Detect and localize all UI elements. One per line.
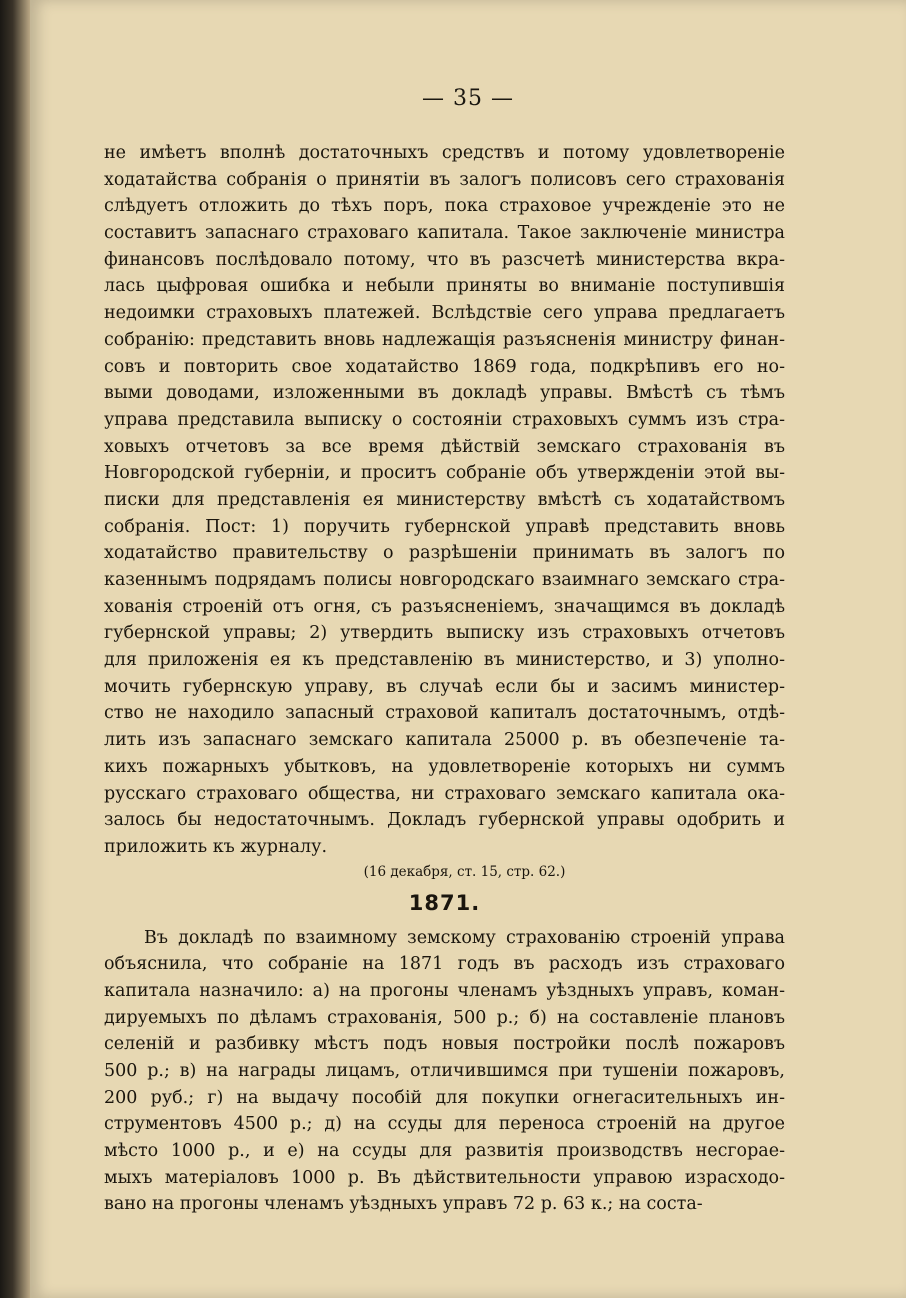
text-line: ховыхъ отчетовъ за все время дѣйствiй земскаго страхованiя въ: [104, 436, 785, 457]
text-line: Новгородской губернiи, и проситъ собранiе объ утвержденiи этой вы-: [104, 463, 785, 484]
citation: (16 декабря, ст. 15, стр. 62.): [363, 863, 566, 880]
year-heading: 1871.: [408, 890, 481, 915]
book-spine: [0, 0, 32, 1298]
text-line: для приложенiя ея къ представленiю въ министерство, и 3) уполно-: [104, 650, 785, 671]
text-line: вано на прогоны членамъ уѣздныхъ управъ 72 р. 63 к.; на соста-: [104, 1194, 703, 1215]
text-line: струментовъ 4500 р.; д) на ссуды для переноса строенiй на другое: [104, 1114, 785, 1135]
text-line: приложить къ журналу.: [104, 836, 328, 857]
text-line: мыхъ матерiаловъ 1000 р. Въ дѣйствительности управою израсходо-: [104, 1167, 785, 1188]
text-line: лить изъ запаснаго земскаго капитала 25000 р. въ обезпеченiе та-: [104, 730, 785, 751]
text-line: недоимки страховыхъ платежей. Вслѣдствiе сего управа предлагаетъ: [104, 303, 785, 324]
text-line: ство не находило запасный страховой капиталъ достаточнымъ, отдѣ-: [104, 703, 785, 724]
text-line: писки для представленiя ея министерству вмѣстѣ съ ходатайствомъ: [104, 489, 785, 510]
text-line: мѣсто 1000 р., и е) на ссуды для развитiя производствъ несгорае-: [104, 1141, 785, 1162]
text-line: выми доводами, изложенными въ докладѣ управы. Вмѣстѣ съ тѣмъ: [104, 383, 785, 404]
text-line: лась цыфровая ошибка и небыли приняты во вниманiе поступившiя: [104, 276, 785, 297]
text-line: хованiя строенiй отъ огня, съ разъясненiемъ, значащимся въ докладѣ: [104, 596, 785, 617]
text-line: казеннымъ подрядамъ полисы новгородскаго взаимнаго земскаго стра-: [104, 570, 785, 590]
text-line: объяснила, что собранiе на 1871 годъ въ расходъ изъ страховаго: [104, 954, 785, 975]
text-line: управа представила выписку о состоянiи страховыхъ суммъ изъ стра-: [104, 409, 785, 430]
text-line: 200 руб.; г) на выдачу пособiй для покупки огнегасительныхъ ин-: [104, 1087, 785, 1108]
text-line: ходатайства собранiя о принятiи въ залогъ полисовъ сего страхованiя: [104, 169, 785, 190]
paragraph-2: [104, 925, 785, 1219]
text-line: не имѣетъ вполнѣ достаточныхъ средствъ и потому удовлетворенiе: [104, 143, 785, 163]
page-body: [104, 140, 785, 1218]
text-line: губернской управы; 2) утвердить выписку изъ страховыхъ отчетовъ: [104, 623, 785, 644]
text-line: слѣдуетъ отложить до тѣхъ поръ, пока страховое учрежденiе это не: [104, 196, 785, 217]
text-line: дируемыхъ по дѣламъ страхованiя, 500 р.; б) на составленiе плановъ: [104, 1007, 785, 1028]
text-line: составитъ запаснаго страховаго капитала. Такое заключенiе министра: [104, 223, 785, 244]
text-line: собранiю: представить вновь надлежащiя разъясненiя министру финан-: [104, 329, 785, 350]
text-line: совъ и повторить свое ходатайство 1869 года, подкрѣпивъ его но-: [104, 356, 785, 377]
text-line: кихъ пожарныхъ убытковъ, на удовлетворенiе которыхъ ни суммъ: [104, 756, 785, 777]
text-line: русскаго страховаго общества, ни страховаго земскаго капитала ока-: [104, 783, 785, 804]
text-line: Въ докладѣ по взаимному земскому страхованiю строенiй управа: [144, 927, 785, 948]
text-line: собранiя. Пост: 1) поручить губернской управѣ представить вновь: [104, 516, 785, 537]
text-line: мочить губернскую управу, въ случаѣ если бы и засимъ министер-: [104, 676, 785, 697]
paragraph-1: [104, 140, 785, 861]
text-line: залось бы недостаточнымъ. Докладъ губернской управы одобрить и: [104, 810, 785, 831]
book-page: [30, 0, 906, 1298]
page-number: — 35 —: [422, 86, 514, 111]
text-line: 500 р.; в) на награды лицамъ, отличившимся при тушенiи пожаровъ,: [104, 1061, 785, 1081]
text-line: финансовъ послѣдовало потому, что въ разсчетѣ министерства вкра-: [104, 249, 785, 270]
text-line: ходатайство правительству о разрѣшенiи принимать въ залогъ по: [104, 543, 785, 564]
text-line: селенiй и разбивку мѣстъ подъ новыя постройки послѣ пожаровъ: [104, 1034, 785, 1055]
text-line: капитала назначило: а) на прогоны членамъ уѣздныхъ управъ, коман-: [104, 980, 785, 1001]
